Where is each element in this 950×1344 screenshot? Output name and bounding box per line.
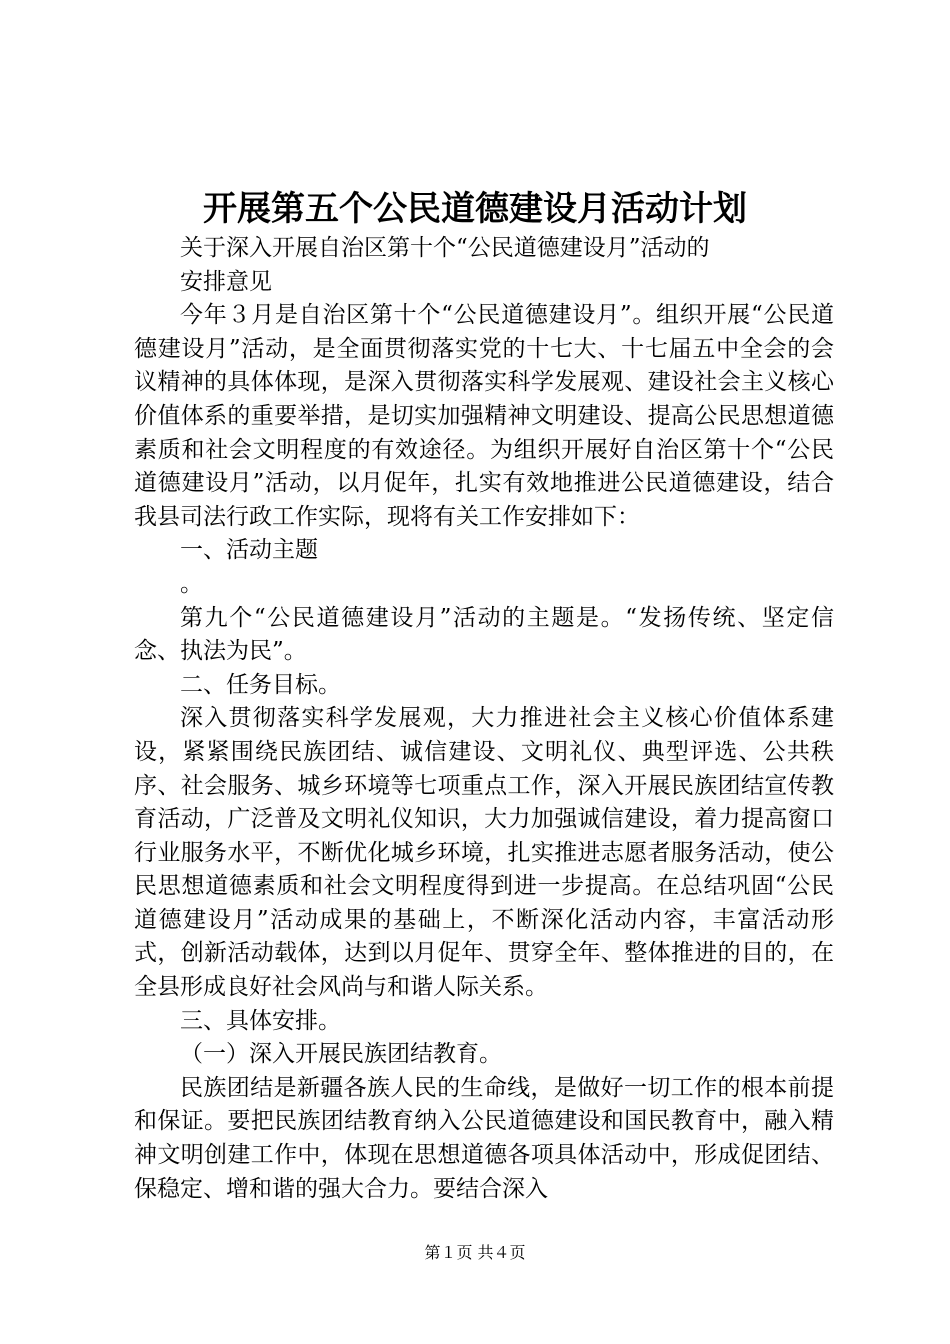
paragraph: 关于深入开展自治区第十个“公民道德建设月”活动的 [180, 235, 710, 261]
section-heading: 二、任务目标。 [180, 671, 341, 698]
document-title: 开展第五个公民道德建设月活动计划 [203, 189, 747, 229]
paragraph: 。 [180, 570, 203, 597]
page-footer: 第１页 共４页 [424, 1243, 526, 1262]
section-heading: 一、活动主题 [180, 537, 318, 564]
subsection-heading: （一）深入开展民族团结教育。 [180, 1041, 502, 1068]
paragraph: 深入贯彻落实科学发展观，大力推进社会主义核心价值体系建设，紧紧围绕民族团结、诚信建设、文明礼仪、典型评选、公共秩序、社会服务、城乡环境等七项重点工作，深入开展民族团结宣传教育活动，广泛普及文明礼仪知识，大力加强诚信建设，着力提高窗口行业服务水平，不断优化城乡环境，扎实推进志愿者服务活动，使公民思想道德素质和社会文明程度得到进一步提高。在总结巩固“公民道德建设月”活动成果的基础上，不断深化活动内容，丰富活动形式，创新活动载体，达到以月促年、贯穿全年、整体推进的目的，在全县形成良好社会风尚与和谐人际关系。 [134, 705, 834, 1001]
paragraph: 安排意见 [180, 268, 272, 295]
document-body [134, 232, 834, 1206]
paragraph: 民族团结是新疆各族人民的生命线，是做好一切工作的根本前提和保证。要把民族团结教育纳入公民道德建设和国民教育中，融入精神文明创建工作中，体现在思想道德各项具体活动中，形成促团结、保稳定、增和谐的强大合力。要结合深入 [134, 1074, 834, 1202]
section-heading: 三、具体安排。 [180, 1007, 341, 1034]
paragraph: 第九个“公民道德建设月”活动的主题是。“发扬传统、坚定信念、执法为民”。 [134, 604, 834, 665]
paragraph: 今年３月是自治区第十个“公民道德建设月”。组织开展“公民道德建设月”活动，是全面贯彻落实党的十七大、十七届五中全会的会议精神的具体体现，是深入贯彻落实科学发展观、建设社会主义核心价值体系的重要举措，是切实加强精神文明建设、提高公民思想道德素质和社会文明程度的有效途径。为组织开展好自治区第十个“公民道德建设月”活动，以月促年，扎实有效地推进公民道德建设，结合我县司法行政工作实际，现将有关工作安排如下： [134, 302, 834, 530]
